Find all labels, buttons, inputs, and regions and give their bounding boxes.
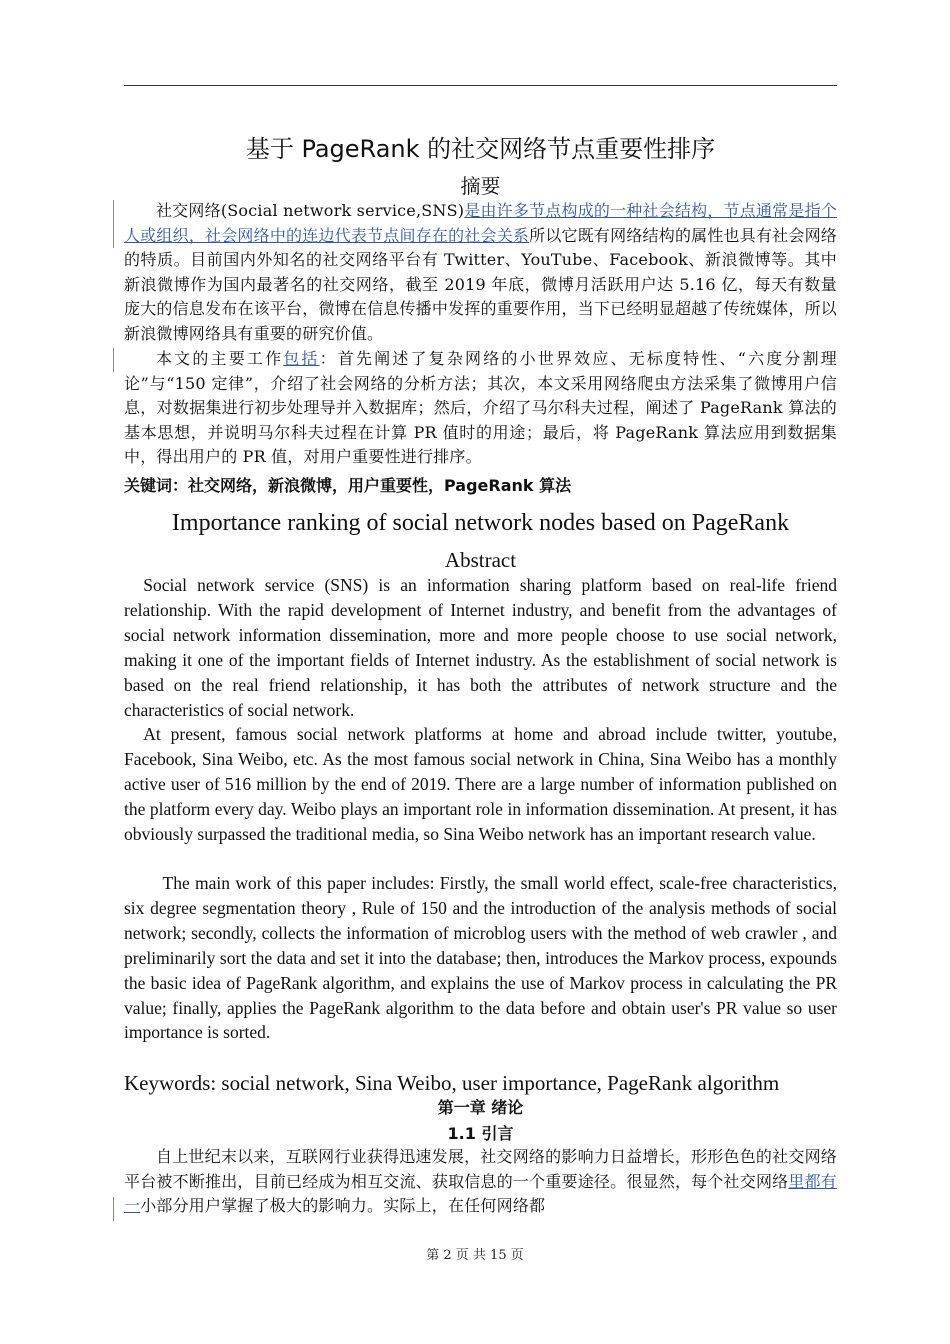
- abstract-cn-heading: 摘要: [460, 174, 501, 198]
- abstract-en-paragraph-3: [124, 871, 837, 1045]
- abstract-cn-paragraph-2: [124, 347, 837, 470]
- section-title: 1.1 引言: [447, 1124, 514, 1143]
- intro-p1-link[interactable]: 里都有一: [124, 1171, 837, 1216]
- abstract-en-p3-text: The main work of this paper includes: Firstly, the small world effect, scale-free characteristics, six degree segmentation theory , Rule of 150 and the introduction of the analysis methods of social network; secondly, collects the information of microblog users with the method of web crawler , and preliminarily sort the data and set it into the database; then, introduces the Markov process, expounds the basic idea of PageRank algorithm, and explains the use of Markov process in calculating the PR value; finally, applies the PageRank algorithm to the data before and obtain user's PR value so user importance is sorted.: [124, 873, 837, 1043]
- abstract-en-heading: Abstract: [444, 548, 517, 572]
- abstract-en-p2-text: At present, famous social network platforms at home and abroad include twitter, youtube, Facebook, Sina Weibo, etc. As the most famous social network in China, Sina Weibo has a monthly active user of 516 million by the end of 2019. There are a large number of information published on the platform every day. Weibo plays an important role in information dissemination. At present, it has obviously surpassed the traditional media, so Sina Weibo network has an important research value.: [124, 724, 837, 844]
- revision-marker: [113, 348, 114, 372]
- intro-p1-text: 自上世纪末以来，互联网行业获得迅速发展，社交网络的影响力日益增长，形形色色的社交网络平台被不断推出，目前已经成为相互交流、获取信息的一个重要途径。很显然，每个社交网络: [124, 1147, 837, 1191]
- abstract-cn-p2-link[interactable]: 包括: [283, 349, 320, 368]
- abstract-cn-p2-text: 本文的主要工作: [156, 349, 284, 368]
- abstract-en-paragraph-2: [124, 722, 837, 847]
- header-rule: [124, 85, 837, 86]
- abstract-cn-p1-text: 社交网络(Social network service,SNS): [156, 201, 465, 220]
- keywords-cn: 关键词：社交网络，新浪微博，用户重要性，PageRank 算法: [124, 476, 572, 495]
- abstract-en-p1-text: Social network service (SNS) is an information sharing platform based on real-life friend relationship. With the rapid development of Internet industry, and benefit from the advantages of social network information dissemination, more and more people choose to use social network, making it one of the important fields of Internet industry. As the establishment of social network is based on the real friend relationship, it has both the attributes of network structure and the characteristics of social network.: [124, 575, 837, 720]
- revision-marker: [113, 1197, 114, 1221]
- abstract-en-paragraph-1: [124, 573, 837, 722]
- title-english: Importance ranking of social network nodes based on PageRank: [171, 510, 790, 536]
- title-chinese: 基于 PageRank 的社交网络节点重要性排序: [245, 135, 716, 163]
- intro-paragraph-1: [124, 1145, 837, 1219]
- chapter-title: 第一章 绪论: [437, 1098, 524, 1117]
- abstract-cn-p1-rest: 所以它既有网络结构的属性也具有社会网络的特质。目前国内外知名的社交网络平台有 Twitter、YouTube、Facebook、新浪微博等。其中新浪微博作为国内最著名的社交网络，截至 2019 年底，微博月活跃用户达 5.16 亿，每天有数量庞大的信息发布在该平台，微博在信息传播中发挥的重要作用，当下已经明显超越了传统媒体，所以新浪微博网络具有重要的研究价值。: [124, 225, 837, 343]
- keywords-en: Keywords: social network, Sina Weibo, user importance, PageRank algorithm: [124, 1071, 780, 1095]
- abstract-cn-paragraph-1: [124, 199, 837, 347]
- page-footer: 第 2 页 共 15 页: [426, 1248, 524, 1263]
- abstract-cn-p1-link[interactable]: 是由许多节点构成的一种社会结构，节点通常是指个人或组织，社会网络中的连边代表节点间存在的社会关系: [124, 201, 837, 245]
- revision-marker: [113, 200, 114, 248]
- abstract-cn-p2-rest: ：首先阐述了复杂网络的小世界效应、无标度特性、“六度分割理论”与“150 定律”，介绍了社会网络的分析方法；其次，本文采用网络爬虫方法采集了微博用户信息，对数据集进行初步处理导并入数据库；然后，介绍了马尔科夫过程，阐述了 PageRank 算法的基本思想，并说明马尔科夫过程在计算 PR 值时的用途；最后，将 PageRank 算法应用到数据集中，得出用户的 PR 值，对用户重要性进行排序。: [124, 349, 837, 467]
- intro-p1-rest: 小部分用户掌握了极大的影响力。实际上，在任何网络都: [140, 1196, 546, 1216]
